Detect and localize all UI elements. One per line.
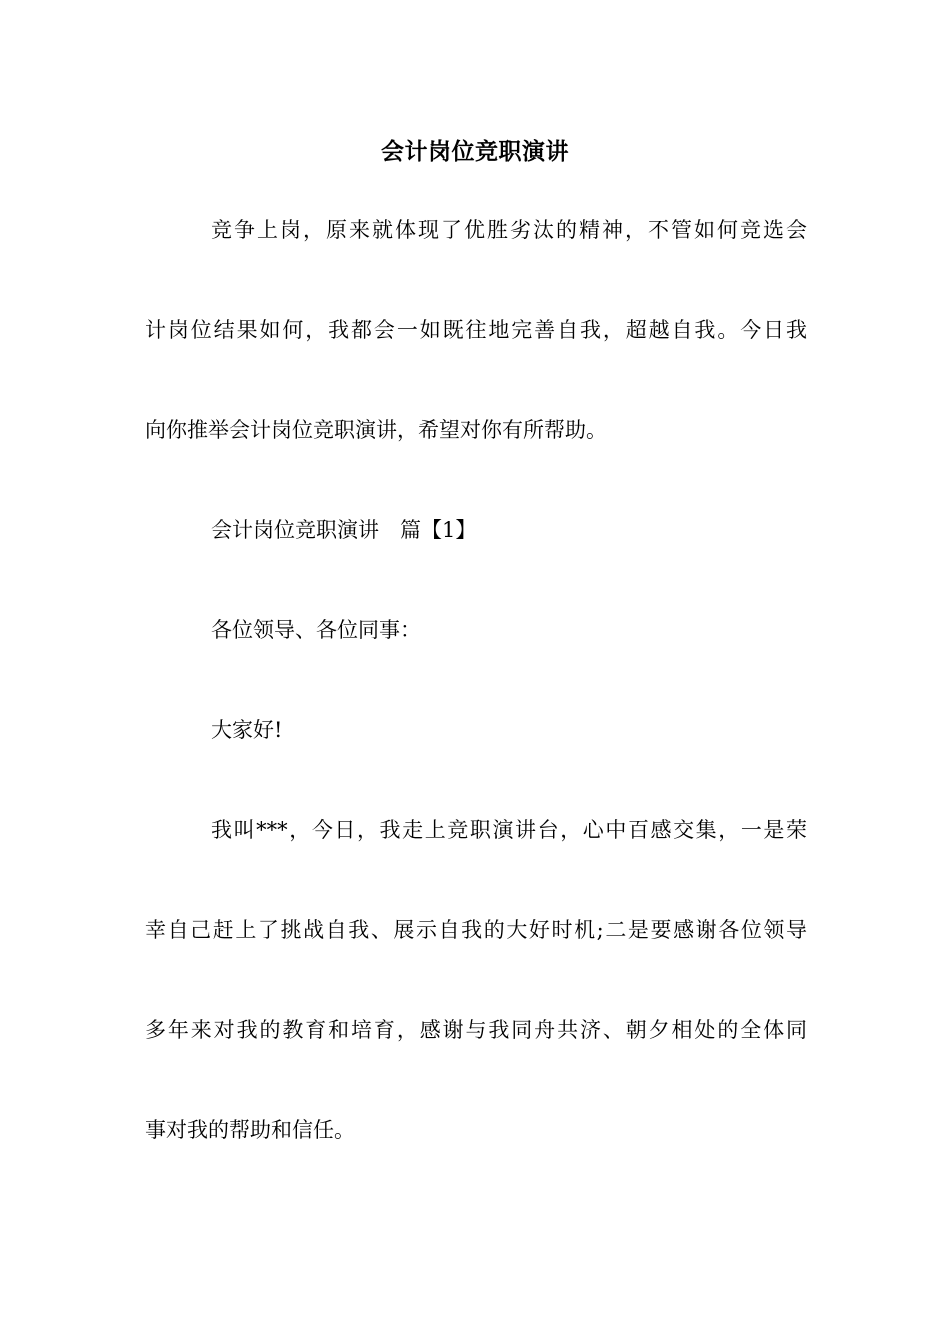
paragraph-line: 事对我的帮助和信任。 bbox=[145, 1118, 355, 1142]
paragraph-line: 计岗位结果如何，我都会一如既往地完善自我，超越自我。今日我 bbox=[145, 318, 807, 342]
greeting: 大家好! bbox=[211, 718, 283, 742]
paragraph-line: 多年来对我的教育和培育，感谢与我同舟共济、朝夕相处的全体同 bbox=[145, 1018, 807, 1042]
paragraph-line: 向你推举会计岗位竞职演讲，希望对你有所帮助。 bbox=[145, 418, 607, 442]
paragraph-line: 竞争上岗，原来就体现了优胜劣汰的精神，不管如何竞选会 bbox=[211, 218, 807, 242]
paragraph-line: 我叫***，今日，我走上竞职演讲台，心中百感交集，一是荣 bbox=[211, 818, 807, 842]
salutation: 各位领导、各位同事： bbox=[211, 618, 421, 642]
section-heading: 会计岗位竞职演讲 篇【1】 bbox=[211, 518, 477, 542]
document-title: 会计岗位竞职演讲 bbox=[381, 138, 569, 165]
paragraph-line: 幸自己赶上了挑战自我、展示自我的大好时机;二是要感谢各位领导 bbox=[145, 918, 807, 942]
